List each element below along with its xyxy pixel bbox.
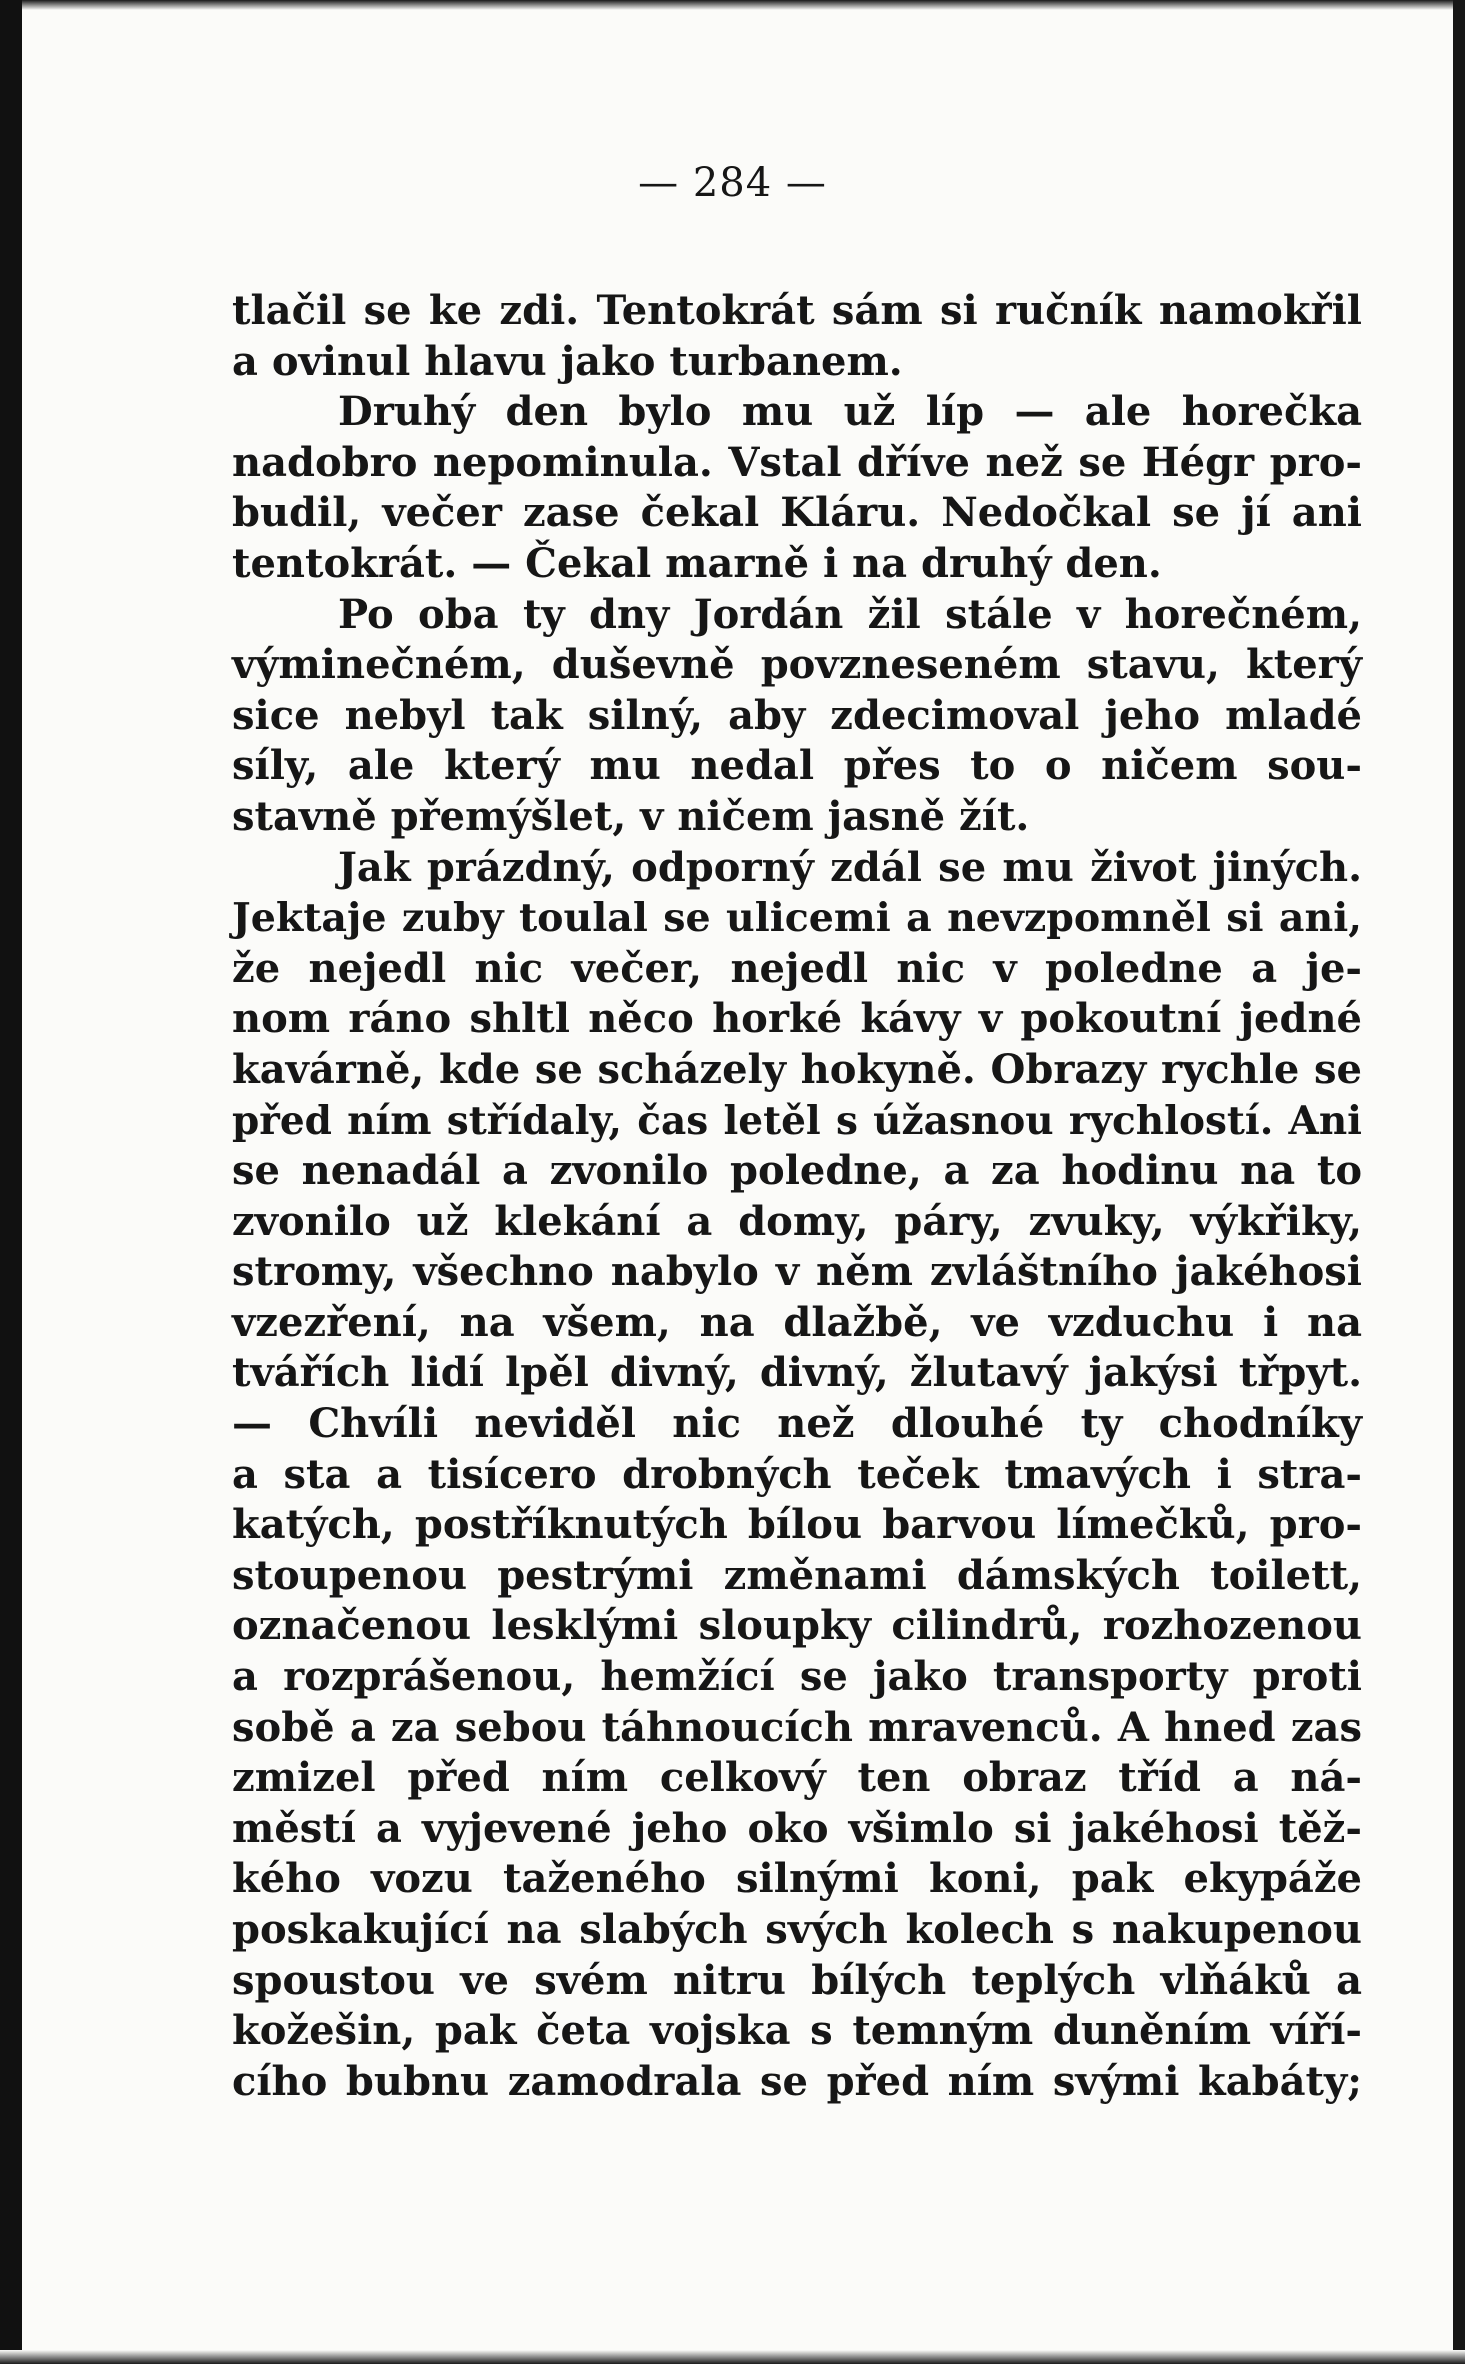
text-line: vzezření, na všem, na dlažbě, ve vzduchu i na (232, 1298, 1362, 1346)
text-line: zvonilo už klekání a domy, páry, zvuky, výkřiky, (232, 1197, 1362, 1245)
text-line: kavárně, kde se scházely hokyně. Obrazy rychle se (232, 1045, 1362, 1093)
text-line: Jak prázdný, odporný zdál se mu život jiných. (338, 843, 1362, 891)
text-line: že nejedl nic večer, nejedl nic v poledne a je- (232, 944, 1362, 992)
text-line: označenou lesklými sloupky cilindrů, rozhozenou (232, 1602, 1362, 1650)
text-line: a rozprášenou, hemžící se jako transporty proti (232, 1653, 1362, 1701)
text-line: a sta a tisícero drobných teček tmavých i stra- (232, 1450, 1362, 1498)
scan-edge-left (0, 0, 22, 2364)
text-line: nom ráno shltl něco horké kávy v pokoutní jedné (232, 995, 1362, 1043)
text-line: nadobro nepominula. Vstal dříve než se Hégr pro- (232, 438, 1362, 486)
text-line: tvářích lidí lpěl divný, divný, žlutavý jakýsi třpyt. (232, 1349, 1362, 1397)
text-line: stavně přemýšlet, v ničem jasně žít. (232, 792, 1030, 840)
text-line: — Chvíli neviděl nic než dlouhé ty chodníky (232, 1400, 1362, 1448)
text-line: Druhý den bylo mu už líp — ale horečka (338, 388, 1362, 436)
text-line: budil, večer zase čekal Kláru. Nedočkal se jí ani (232, 489, 1362, 537)
text-line: tlačil se ke zdi. Tentokrát sám si ručník namokřil (232, 287, 1362, 334)
body-text (232, 286, 1362, 2107)
text-line: tentokrát. — Čekal marně i na druhý den. (232, 539, 1162, 587)
text-line: kého vozu taženého silnými koni, pak ekypáže (232, 1855, 1362, 1903)
text-line: síly, ale který mu nedal přes to o ničem sou- (232, 742, 1362, 790)
text-line: Po oba ty dny Jordán žil stále v horečném, (338, 590, 1362, 638)
text-line: katých, postříknutých bílou barvou límečků, pro- (232, 1501, 1362, 1549)
text-line: stoupenou pestrými změnami dámských toilett, (232, 1551, 1362, 1599)
text-line: městí a vyjevené jeho oko všimlo si jakéhosi těž- (232, 1804, 1362, 1852)
text-line: se nenadál a zvonilo poledne, a za hodinu na to (232, 1147, 1362, 1195)
text-line: a ovinul hlavu jako turbanem. (232, 337, 903, 385)
scan-edge-top (0, 0, 1465, 10)
text-line: cího bubnu zamodrala se před ním svými kabáty; (232, 2057, 1362, 2105)
scan-edge-bottom (0, 2350, 1465, 2364)
text-line: před ním střídaly, čas letěl s úžasnou rychlostí. Ani (232, 1097, 1362, 1144)
text-line: Jektaje zuby toulal se ulicemi a nevzpomněl si ani, (232, 895, 1362, 942)
text-line: výminečném, duševně povzneseném stavu, který (232, 641, 1362, 689)
text-line: stromy, všechno nabylo v něm zvláštního jakéhosi (232, 1248, 1362, 1296)
text-line: zmizel před ním celkový ten obraz tříd a ná- (232, 1754, 1362, 1802)
text-line: sobě a za sebou táhnoucích mravenců. A hned zas (232, 1703, 1362, 1751)
page-number: — 284 — (638, 160, 827, 206)
text-line: spoustou ve svém nitru bílých teplých vlňáků a (232, 1956, 1362, 2004)
text-line: sice nebyl tak silný, aby zdecimoval jeho mladé (232, 691, 1362, 739)
text-line: poskakující na slabých svých kolech s nakupenou (232, 1906, 1362, 1953)
scan-edge-right (1453, 0, 1465, 2364)
text-line: kožešin, pak četa vojska s temným duněním víří- (232, 2007, 1362, 2055)
